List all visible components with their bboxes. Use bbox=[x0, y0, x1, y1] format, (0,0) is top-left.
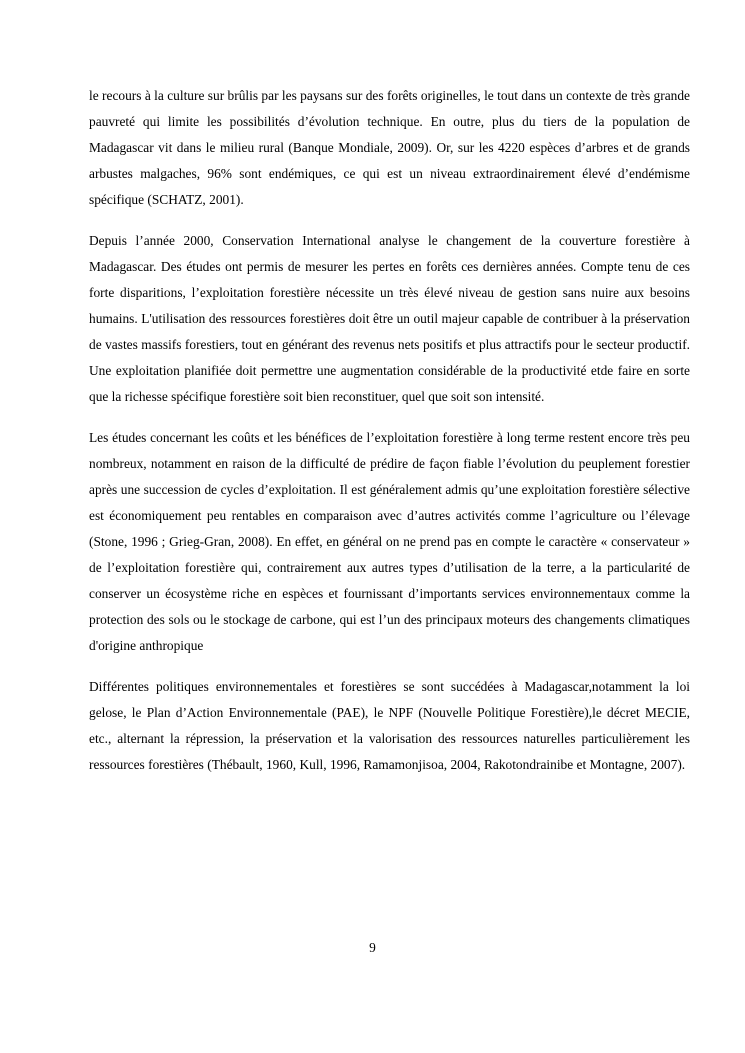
paragraph-3: Les études concernant les coûts et les bénéfices de l’exploitation forestière à long terme restent encore très peu nombreux, notamment en raison de la difficulté de prédire de façon fiable l’évolution du peuplement forestier après une succession de cycles d’exploitation. Il est généralement admis qu’une exploitation forestière sélective est économiquement peu rentables en comparaison avec d’autres activités comme l’agriculture ou l’élevage (Stone, 1996 ; Grieg-Gran, 2008). En effet, en général on ne prend pas en compte le caractère « conservateur » de l’exploitation forestière qui, contrairement aux autres types d’utilisation de la terre, a la particularité de conserver un écosystème riche en espèces et fournissant d’importants services environnementaux comme la protection des sols ou le stockage de carbone, qui est l’un des principaux moteurs des changements climatiques d'origine anthropique bbox=[89, 430, 690, 653]
paragraph-4: Différentes politiques environnementales et forestières se sont succédées à Madagascar,notamment la loi gelose, le Plan d’Action Environnementale (PAE), le NPF (Nouvelle Politique Forestière),le décret MECIE, etc., alternant la répression, la préservation et la valorisation des ressources naturelles particulièrement les ressources forestières (Thébault, 1960, Kull, 1996, Ramamonjisoa, 2004, Rakotondrainibe et Montagne, 2007). bbox=[89, 679, 690, 772]
paragraph-1: le recours à la culture sur brûlis par les paysans sur des forêts originelles, le tout dans un contexte de très grande pauvreté qui limite les possibilités d’évolution technique. En outre, plus du tiers de la population de Madagascar vit dans le milieu rural (Banque Mondiale, 2009). Or, sur les 4220 espèces d’arbres et de grands arbustes malgaches, 96% sont endémiques, ce qui est un niveau extraordinairement élevé d’endémisme spécifique (SCHATZ, 2001). bbox=[89, 88, 690, 207]
body-text bbox=[89, 83, 690, 793]
page-number: 9 bbox=[369, 940, 376, 955]
paragraph-2: Depuis l’année 2000, Conservation International analyse le changement de la couverture forestière à Madagascar. Des études ont permis de mesurer les pertes en forêts ces dernières années. Compte tenu de ces forte disparitions, l’exploitation forestière nécessite un très élevé niveau de gestion sans nuire aux besoins humains. L'utilisation des ressources forestières doit être un outil majeur capable de contribuer à la préservation de vastes massifs forestiers, tout en générant des revenus nets positifs et plus attractifs pour le secteur productif. Une exploitation planifiée doit permettre une augmentation considérable de la productivité etde faire en sorte que la richesse spécifique forestière soit bien reconstituer, quel que soit son intensité. bbox=[89, 233, 690, 404]
